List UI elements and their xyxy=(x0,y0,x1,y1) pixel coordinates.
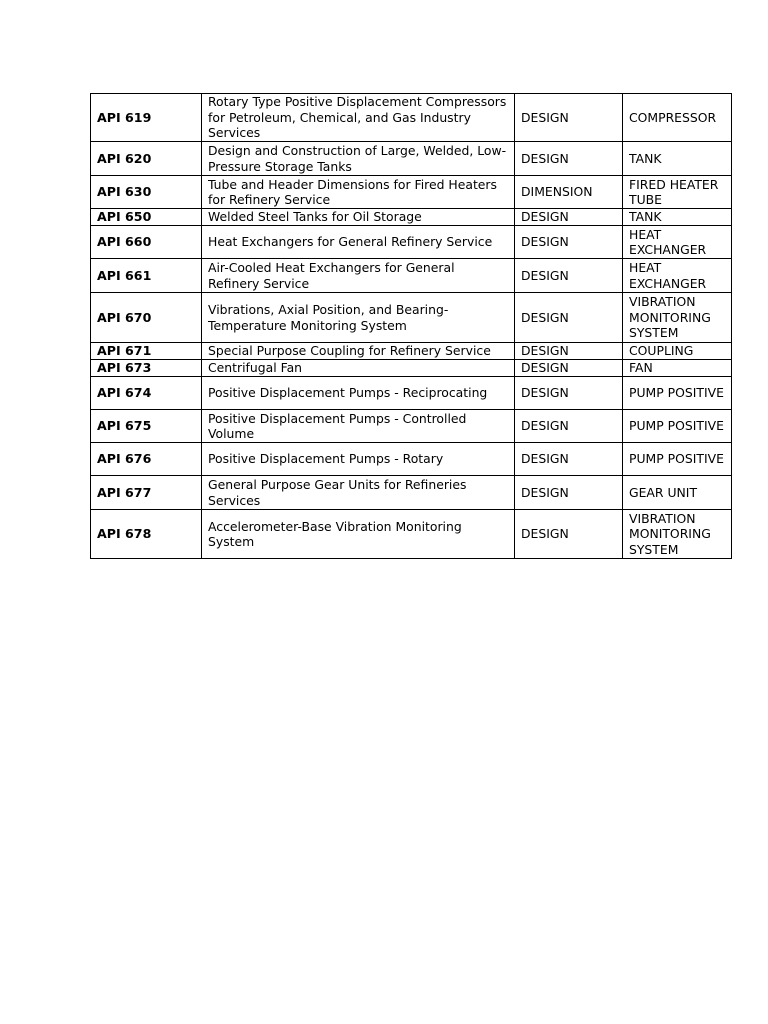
standard-code: API 675 xyxy=(91,410,202,443)
standard-code: API 677 xyxy=(91,476,202,510)
api-standards-table xyxy=(90,93,732,559)
standard-title: Positive Displacement Pumps - Rotary xyxy=(202,443,515,476)
standard-type: DESIGN xyxy=(515,510,623,559)
standard-type: DESIGN xyxy=(515,94,623,142)
standard-code: API 674 xyxy=(91,377,202,410)
equipment-category: HEAT EXCHANGER xyxy=(623,259,732,293)
table-row xyxy=(91,410,732,443)
equipment-category: PUMP POSITIVE xyxy=(623,377,732,410)
equipment-category: VIBRATION MONITORING SYSTEM xyxy=(623,293,732,343)
standard-type: DESIGN xyxy=(515,443,623,476)
standard-title: Design and Construction of Large, Welded, Low-Pressure Storage Tanks xyxy=(202,142,515,176)
equipment-category: FAN xyxy=(623,360,732,377)
table-row xyxy=(91,259,732,293)
standard-code: API 630 xyxy=(91,176,202,209)
table-row xyxy=(91,226,732,259)
standard-title: Tube and Header Dimensions for Fired Heaters for Refinery Service xyxy=(202,176,515,209)
equipment-category: PUMP POSITIVE xyxy=(623,410,732,443)
standard-title: Air-Cooled Heat Exchangers for General Refinery Service xyxy=(202,259,515,293)
table-row xyxy=(91,476,732,510)
standard-title: Vibrations, Axial Position, and Bearing-Temperature Monitoring System xyxy=(202,293,515,343)
standard-code: API 650 xyxy=(91,209,202,226)
table-row xyxy=(91,94,732,142)
equipment-category: VIBRATION MONITORING SYSTEM xyxy=(623,510,732,559)
equipment-category: FIRED HEATER TUBE xyxy=(623,176,732,209)
standard-title: Centrifugal Fan xyxy=(202,360,515,377)
standard-type: DESIGN xyxy=(515,377,623,410)
standard-type: DESIGN xyxy=(515,343,623,360)
table-row xyxy=(91,293,732,343)
table-row xyxy=(91,343,732,360)
standard-code: API 673 xyxy=(91,360,202,377)
table-row xyxy=(91,209,732,226)
standard-type: DESIGN xyxy=(515,360,623,377)
standard-type: DESIGN xyxy=(515,142,623,176)
equipment-category: GEAR UNIT xyxy=(623,476,732,510)
standard-title: Accelerometer-Base Vibration Monitoring System xyxy=(202,510,515,559)
table-row xyxy=(91,377,732,410)
standard-code: API 676 xyxy=(91,443,202,476)
table-row xyxy=(91,360,732,377)
equipment-category: COMPRESSOR xyxy=(623,94,732,142)
standard-code: API 661 xyxy=(91,259,202,293)
standard-type: DESIGN xyxy=(515,209,623,226)
standard-code: API 670 xyxy=(91,293,202,343)
standard-type: DESIGN xyxy=(515,410,623,443)
table-row xyxy=(91,142,732,176)
standard-title: Heat Exchangers for General Refinery Service xyxy=(202,226,515,259)
standard-title: General Purpose Gear Units for Refineries Services xyxy=(202,476,515,510)
table-row xyxy=(91,443,732,476)
standard-code: API 671 xyxy=(91,343,202,360)
standard-title: Special Purpose Coupling for Refinery Service xyxy=(202,343,515,360)
standard-title: Rotary Type Positive Displacement Compressors for Petroleum, Chemical, and Gas Industry Services xyxy=(202,94,515,142)
standard-title: Positive Displacement Pumps - Reciprocating xyxy=(202,377,515,410)
standard-type: DESIGN xyxy=(515,226,623,259)
standard-type: DESIGN xyxy=(515,476,623,510)
standard-code: API 678 xyxy=(91,510,202,559)
table-row xyxy=(91,510,732,559)
standard-type: DIMENSION xyxy=(515,176,623,209)
standard-type: DESIGN xyxy=(515,259,623,293)
equipment-category: PUMP POSITIVE xyxy=(623,443,732,476)
equipment-category: TANK xyxy=(623,209,732,226)
standard-code: API 660 xyxy=(91,226,202,259)
table-row xyxy=(91,176,732,209)
standard-title: Welded Steel Tanks for Oil Storage xyxy=(202,209,515,226)
standard-code: API 619 xyxy=(91,94,202,142)
standard-type: DESIGN xyxy=(515,293,623,343)
equipment-category: HEAT EXCHANGER xyxy=(623,226,732,259)
standard-title: Positive Displacement Pumps - Controlled Volume xyxy=(202,410,515,443)
equipment-category: TANK xyxy=(623,142,732,176)
equipment-category: COUPLING xyxy=(623,343,732,360)
standard-code: API 620 xyxy=(91,142,202,176)
